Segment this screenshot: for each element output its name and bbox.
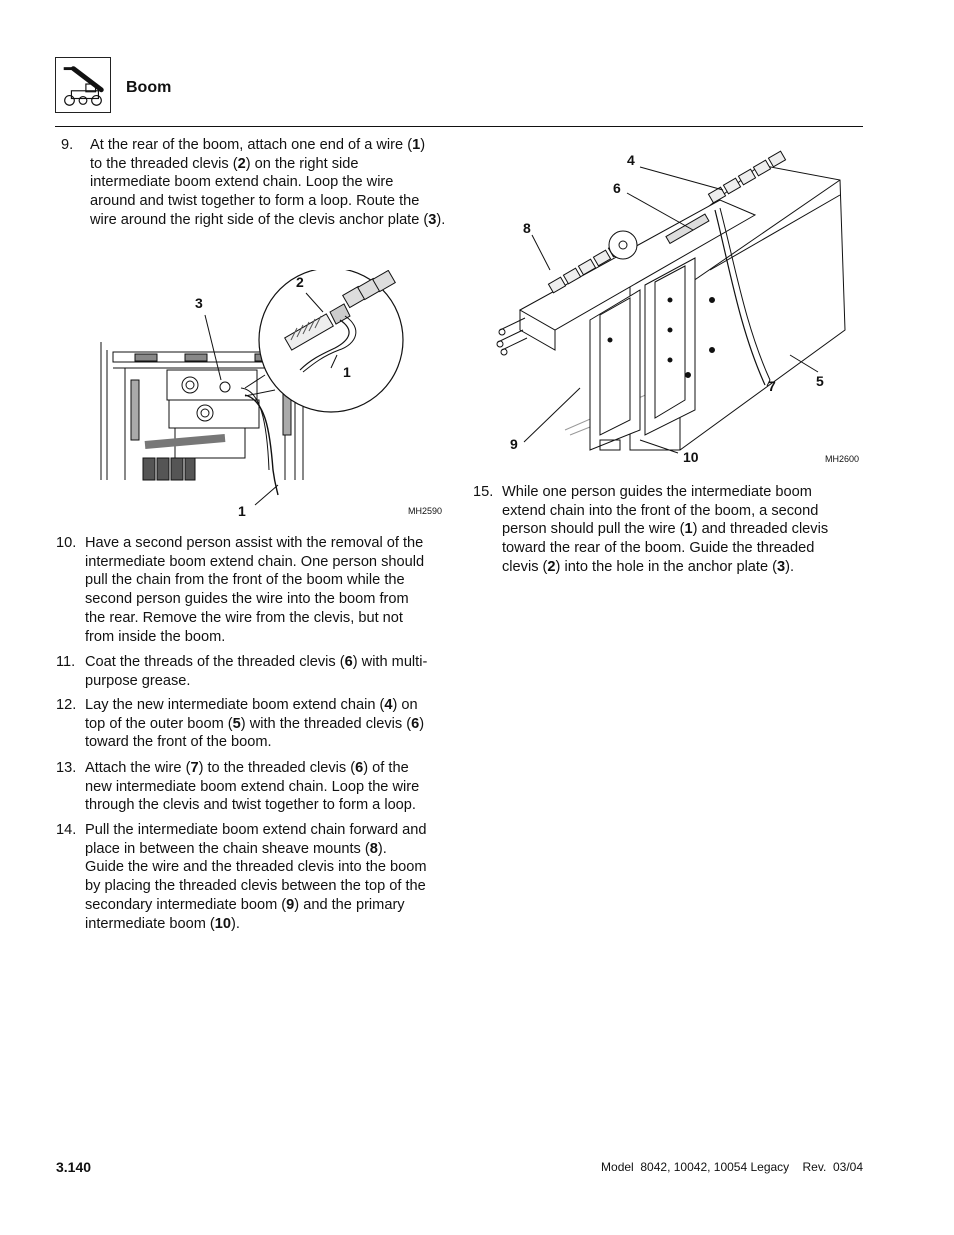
figure-code-left: MH2590 (408, 506, 443, 516)
callout-ref: 9 (286, 896, 295, 913)
callout-ref: 1 (412, 137, 421, 153)
step-line: the rear. Remove the wire from the clevis, but not (85, 609, 403, 626)
callout-ref: 2 (547, 558, 556, 575)
step-number: 10. (56, 535, 77, 551)
step-line: through the clevis and twist together to form a loop. (85, 797, 416, 814)
callout-4-right: 4 (627, 152, 635, 168)
telehandler-logo-icon (55, 57, 111, 113)
step-line: pull the chain from the front of the boom while the (85, 572, 405, 589)
header-divider (55, 126, 863, 127)
step-line: Attach the wire (7) to the threaded clevis (6) of the (85, 760, 409, 776)
step-text (85, 759, 419, 815)
callout-10-right: 10 (683, 449, 699, 465)
model-revision: Model 8042, 10042, 10054 Legacy Rev. 03/04 (601, 1160, 863, 1174)
step-line: extend chain into the front of the boom, a second (502, 502, 819, 519)
callout-ref: 3 (777, 558, 786, 575)
callout-2-left: 2 (296, 274, 304, 290)
callout-ref: 5 (232, 715, 241, 732)
step-10 (56, 534, 461, 649)
callout-3-left: 3 (195, 295, 203, 311)
callout-ref: 7 (190, 760, 199, 776)
callout-1-left-inset: 1 (343, 364, 351, 380)
step-number: 13. (56, 760, 77, 776)
callout-9-right: 9 (510, 436, 518, 452)
step-line: place in between the chain sheave mounts (8). (85, 840, 387, 857)
callout-8-right: 8 (523, 220, 531, 236)
callout-ref: 6 (355, 760, 364, 776)
figure-boom-chain-install (480, 150, 870, 470)
step-15 (473, 483, 873, 579)
step-line: second person guides the wire into the boom from (85, 591, 409, 608)
callout-ref: 1 (684, 521, 693, 538)
page-number: 3.140 (56, 1159, 92, 1175)
step-line: intermediate boom (10). (85, 915, 240, 932)
step-text (85, 653, 427, 690)
callout-ref: 4 (384, 697, 393, 713)
step-13 (56, 759, 461, 819)
callout-ref: 6 (411, 715, 420, 732)
figure-code-right: MH2600 (825, 454, 860, 464)
callout-1-left: 1 (238, 503, 246, 519)
step-line: by placing the threaded clevis between the top of the (85, 878, 426, 895)
callout-ref: 8 (369, 840, 378, 857)
step-11 (56, 653, 461, 693)
callout-6-right: 6 (613, 180, 621, 196)
step-number: 15. (473, 484, 494, 500)
step-line: At the rear of the boom, attach one end of a wire (1) (90, 137, 426, 153)
step-line: person should pull the wire (1) and threaded clevis (502, 521, 829, 538)
step-line: toward the front of the boom. (85, 734, 272, 751)
step-line: Pull the intermediate boom extend chain forward and (85, 822, 427, 838)
step-line: While one person guides the intermediate boom (502, 484, 812, 500)
step-line: purpose grease. (85, 672, 191, 689)
step-12 (56, 696, 461, 756)
step-line: to the threaded clevis (2) on the right side (90, 155, 359, 172)
step-14 (56, 821, 461, 936)
step-number: 9. (61, 137, 74, 153)
step-line: wire around the right side of the clevis anchor plate (3). (90, 211, 446, 228)
step-line: intermediate boom extend chain. Loop the wire (90, 174, 394, 191)
callout-7-right: 7 (768, 378, 776, 394)
step-number: 14. (56, 822, 77, 838)
callout-ref: 6 (344, 654, 353, 670)
step-line: intermediate boom extend chain. One person should (85, 553, 425, 570)
step-line: secondary intermediate boom (9) and the primary (85, 896, 405, 913)
step-text (85, 534, 424, 646)
step-text (90, 136, 445, 230)
step-text (85, 696, 424, 752)
step-text (502, 483, 828, 577)
step-9 (61, 136, 461, 232)
step-number: 12. (56, 697, 77, 713)
step-number: 11. (56, 654, 76, 670)
step-line: clevis (2) into the hole in the anchor plate (3). (502, 558, 795, 575)
callout-5-right: 5 (816, 373, 824, 389)
step-line: Lay the new intermediate boom extend chain (4) on (85, 697, 418, 713)
figure-clevis-anchor-plate (95, 270, 455, 520)
callout-ref: 10 (214, 915, 232, 932)
step-line: Coat the threads of the threaded clevis (6) with multi- (85, 654, 428, 670)
step-line: new intermediate boom extend chain. Loop the wire (85, 778, 420, 795)
step-line: from inside the boom. (85, 628, 226, 645)
step-line: Guide the wire and the threaded clevis into the boom (85, 859, 427, 876)
step-line: around and twist together to form a loop. Route the (90, 193, 420, 210)
step-text (85, 821, 427, 933)
step-line: Have a second person assist with the removal of the (85, 535, 424, 551)
callout-ref: 2 (237, 155, 246, 172)
section-title: Boom (126, 79, 172, 96)
step-line: toward the rear of the boom. Guide the threaded (502, 540, 815, 557)
step-line: top of the outer boom (5) with the threaded clevis (6) (85, 715, 425, 732)
callout-ref: 3 (428, 211, 437, 228)
